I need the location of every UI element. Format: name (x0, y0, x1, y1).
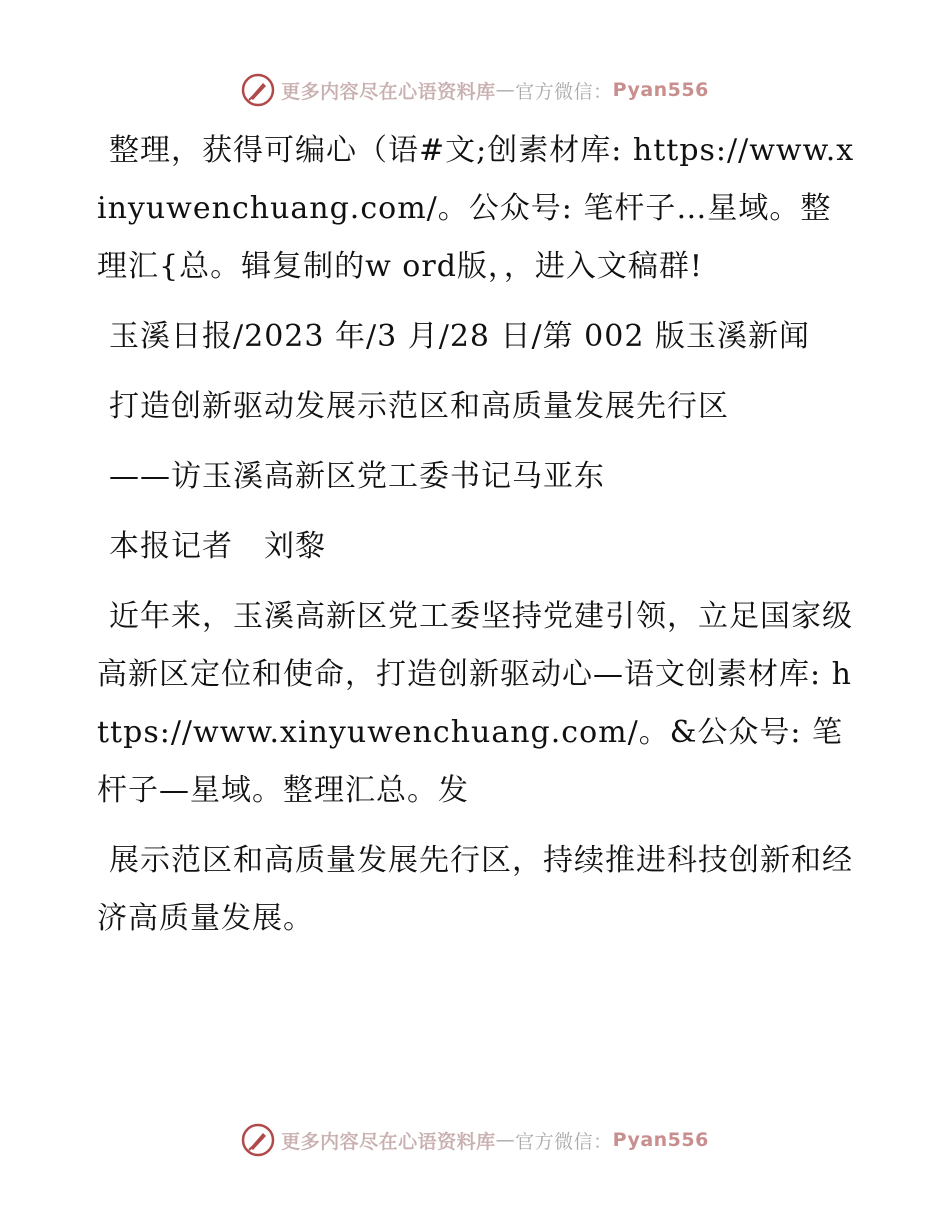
body-paragraph: 近年来，玉溪高新区党工委坚持党建引领，立足国家级高新区定位和使命，打造创新驱动心—语文创素材库: https://www.xinyuwenchuang.com/。&公众号: 笔杆子—星域。整理汇总。发 (97, 599, 853, 808)
banner-wechat-label: 官方微信： (515, 80, 613, 103)
document-body (97, 122, 857, 948)
banner-wechat-label: 官方微信： (515, 1130, 613, 1153)
watermark-banner-top (0, 70, 950, 110)
article-title: 打造创新驱动发展示范区和高质量发展先行区 (109, 389, 729, 424)
banner-wechat-account: Pyan556 (612, 79, 709, 101)
reporter-byline: 本报记者 刘黎 (109, 529, 326, 564)
article-subtitle: ——访玉溪高新区党工委书记马亚东 (109, 459, 605, 494)
quill-pen-icon (241, 1123, 275, 1157)
quill-pen-icon (241, 73, 275, 107)
banner-main-text: 更多内容尽在心语资料库 (281, 80, 496, 103)
banner-separator: — (495, 1129, 516, 1151)
banner-separator: — (495, 79, 516, 101)
body-paragraph: 展示范区和高质量发展先行区，持续推进科技创新和经济高质量发展。 (97, 843, 853, 936)
watermark-banner-bottom (0, 1120, 950, 1160)
source-line: 玉溪日报/2023 年/3 月/28 日/第 002 版玉溪新闻 (109, 319, 810, 354)
banner-wechat-account: Pyan556 (612, 1129, 709, 1151)
banner-main-text: 更多内容尽在心语资料库 (281, 1130, 496, 1153)
intro-notice-paragraph: 整理，获得可编心（语#文;创素材库: https://www.xinyuwenchuang.com/。公众号: 笔杆子…星域。整理汇{总。辑复制的w ord版，，进入文稿群! (97, 133, 855, 284)
